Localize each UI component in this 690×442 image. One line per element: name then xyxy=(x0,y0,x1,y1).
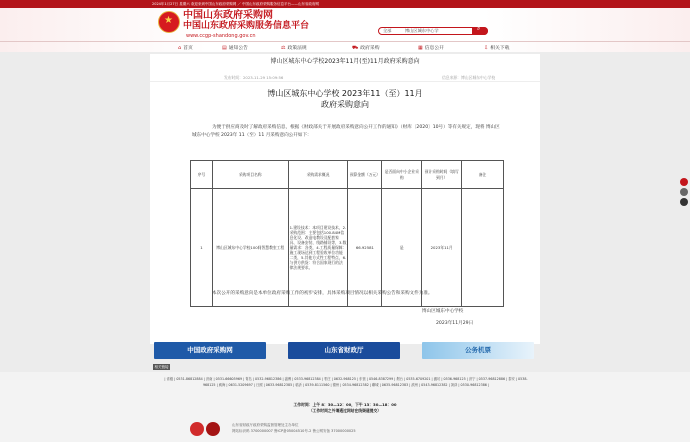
footer-hours xyxy=(0,402,690,414)
article-meta xyxy=(150,74,540,82)
nav-item-procurement[interactable]: ⛟ 政府采购 xyxy=(352,45,380,51)
footer-org: 山东省财政厅政府采购监督管理处主办单位 xyxy=(232,423,299,427)
side-float-toolbar xyxy=(680,178,690,208)
police-badge-icon[interactable] xyxy=(206,422,220,436)
footer-hotlines: | 省级 | 0531-86812884 | 济南 | 0531-66605969 | 青岛 | 0532-96812386 | 淄博 | 0533-96812384 | 枣庄 | 0632-968125 | 东营 | 0546-8387299 | 烟台 | 0535-6709201 | 潍坊 | 0536-968125 | 济宁 | 0537-96812886 | 泰安 | 0538-968125 | 威海 | 0631-5209697 | 日照 | 0633-96812385 | 临沂 | 0539-8111560 | 德州 | 0534-96812382 | 聊城 | 0635-96812383 | 滨州 | 0543-96812382 | 菏泽 | 0530-96812386 | xyxy=(164,377,528,387)
site-title[interactable]: 中国山东政府采购网 xyxy=(183,10,273,21)
service-icon[interactable] xyxy=(680,178,688,186)
notice-icon: ▤ xyxy=(222,45,227,51)
wechat-icon[interactable] xyxy=(680,188,688,196)
top-notice-text: 2024年1月27日 星期六 欢迎来到中国山东政府采购网 ／ 中国山东政府采购服务信息平台——山东省政府网 xyxy=(152,2,320,6)
procurement-table xyxy=(190,160,504,307)
nav-item-download[interactable]: ⇩ 相关下载 xyxy=(484,45,510,51)
article-signature: 博山区城东中心学校 xyxy=(422,309,464,314)
article-panel xyxy=(150,54,540,344)
table-header: 采购需求概况 xyxy=(288,161,348,189)
table-header: 备注 xyxy=(462,161,504,189)
back-to-top-icon[interactable] xyxy=(680,198,688,206)
table-cell-index: 1 xyxy=(191,189,213,307)
main-nav xyxy=(0,41,690,52)
article-source: 信息来源：博山区城东中心学校 xyxy=(442,75,496,80)
table-cell-name: 博山区城东中心学校100间智慧教室工程 xyxy=(212,189,288,307)
download-icon: ⇩ xyxy=(484,45,489,51)
footer-hours-text: 工作时间：上午 8：30—12：00，下午 13：30—18：00 xyxy=(293,402,397,407)
article-head-title: 博山区城东中心学校2023年11月(至)11月政府采购意向 xyxy=(270,58,420,65)
search-scope-select[interactable]: 全部 xyxy=(383,28,392,33)
search-input[interactable]: 博山区城东中心学 xyxy=(405,28,439,33)
table-header: 预计采购时间（填写到月） xyxy=(422,161,462,189)
footer-icp: 网站标识码 3700000007 鲁ICP备05004510号-2 鲁公网安备 37000000025 xyxy=(232,429,356,433)
article-intro: 为便于供应商及时了解政府采购信息，根据《财政部关于开展政府采购意向公开工作的通知》（财库〔2020〕10号）等有关规定，现将 博山区城东中心学校 2023年 11（至）11 月采购意向公开如下： xyxy=(192,125,500,138)
nav-item-info[interactable]: ▦ 信息公开 xyxy=(418,45,444,51)
site-domain: www.ccgp-shandong.gov.cn xyxy=(186,33,256,39)
table-cell-remark xyxy=(462,189,504,307)
cart-icon: ⛟ xyxy=(352,45,359,51)
site-header xyxy=(0,8,690,52)
table-header: 序号 xyxy=(191,161,213,189)
national-emblem-icon xyxy=(158,11,180,33)
search-button[interactable] xyxy=(472,27,488,35)
nav-item-home[interactable]: ⌂ 首页 xyxy=(178,45,193,51)
article-title xyxy=(150,88,540,110)
nav-item-law[interactable]: ⚖ 政策法规 xyxy=(281,45,307,51)
table-cell-time: 2023年11月 xyxy=(422,189,462,307)
top-notice-bar xyxy=(0,0,690,8)
banner-links xyxy=(150,342,540,362)
search-box xyxy=(378,27,488,35)
table-cell-requirement: 1.建设技术：本项目建设技术，2.采购范围：主要包括100.84M信息化设、改造电教设及配套家具、设备安装、线路铺设等，3.数量需求：各类，4.工程质量保障：施工现场达到工程验收单位功能二类，5.其他方式性工程特点，6.与供方供货：符合国家现行的法律法规要求。 xyxy=(288,189,348,307)
article-closing: 本次公开的采购意向是本单位政府采购工作的初步安排，具体采购项目情况以相关采购公告和采购文件为准。 xyxy=(212,291,433,296)
link-ccgp[interactable]: 中国政府采购网 xyxy=(154,342,266,359)
footer-logos xyxy=(190,420,490,438)
table-cell-sme: 是 xyxy=(382,189,422,307)
table-header: 采购项目名称 xyxy=(212,161,288,189)
article-date: 发布时间：2023-11-29 15:09:56 xyxy=(224,75,284,80)
article-sign-date: 2023年11月29日 xyxy=(436,321,474,326)
friend-links-tab[interactable]: 相关链接 xyxy=(154,365,169,369)
home-icon: ⌂ xyxy=(178,45,182,51)
link-sd-finance[interactable]: 山东省财政厅 xyxy=(288,342,400,359)
table-row xyxy=(191,189,504,307)
law-icon: ⚖ xyxy=(281,45,286,51)
article-title-line1: 博山区城东中心学校 2023年11（至）11月 xyxy=(267,89,423,98)
info-icon: ▦ xyxy=(418,45,423,51)
table-header: 是否面向中小企业采购 xyxy=(382,161,422,189)
table-header: 预算金额（万元） xyxy=(348,161,382,189)
gov-error-badge-icon[interactable] xyxy=(190,422,204,436)
nav-item-notice[interactable]: ▤ 通知公告 xyxy=(222,45,248,51)
article-title-line2: 政府采购意向 xyxy=(321,100,369,109)
footer-info xyxy=(232,422,356,434)
table-header-row xyxy=(191,161,504,189)
table-cell-budget: 66.92581 xyxy=(348,189,382,307)
link-official-tickets[interactable]: 公务机票 xyxy=(422,342,534,359)
site-subtitle: 中国山东政府采购服务信息平台 xyxy=(183,21,310,31)
site-footer xyxy=(0,372,690,442)
footer-hours-note: （工作时间之外请通过网站在线渠道提交） xyxy=(308,408,382,413)
